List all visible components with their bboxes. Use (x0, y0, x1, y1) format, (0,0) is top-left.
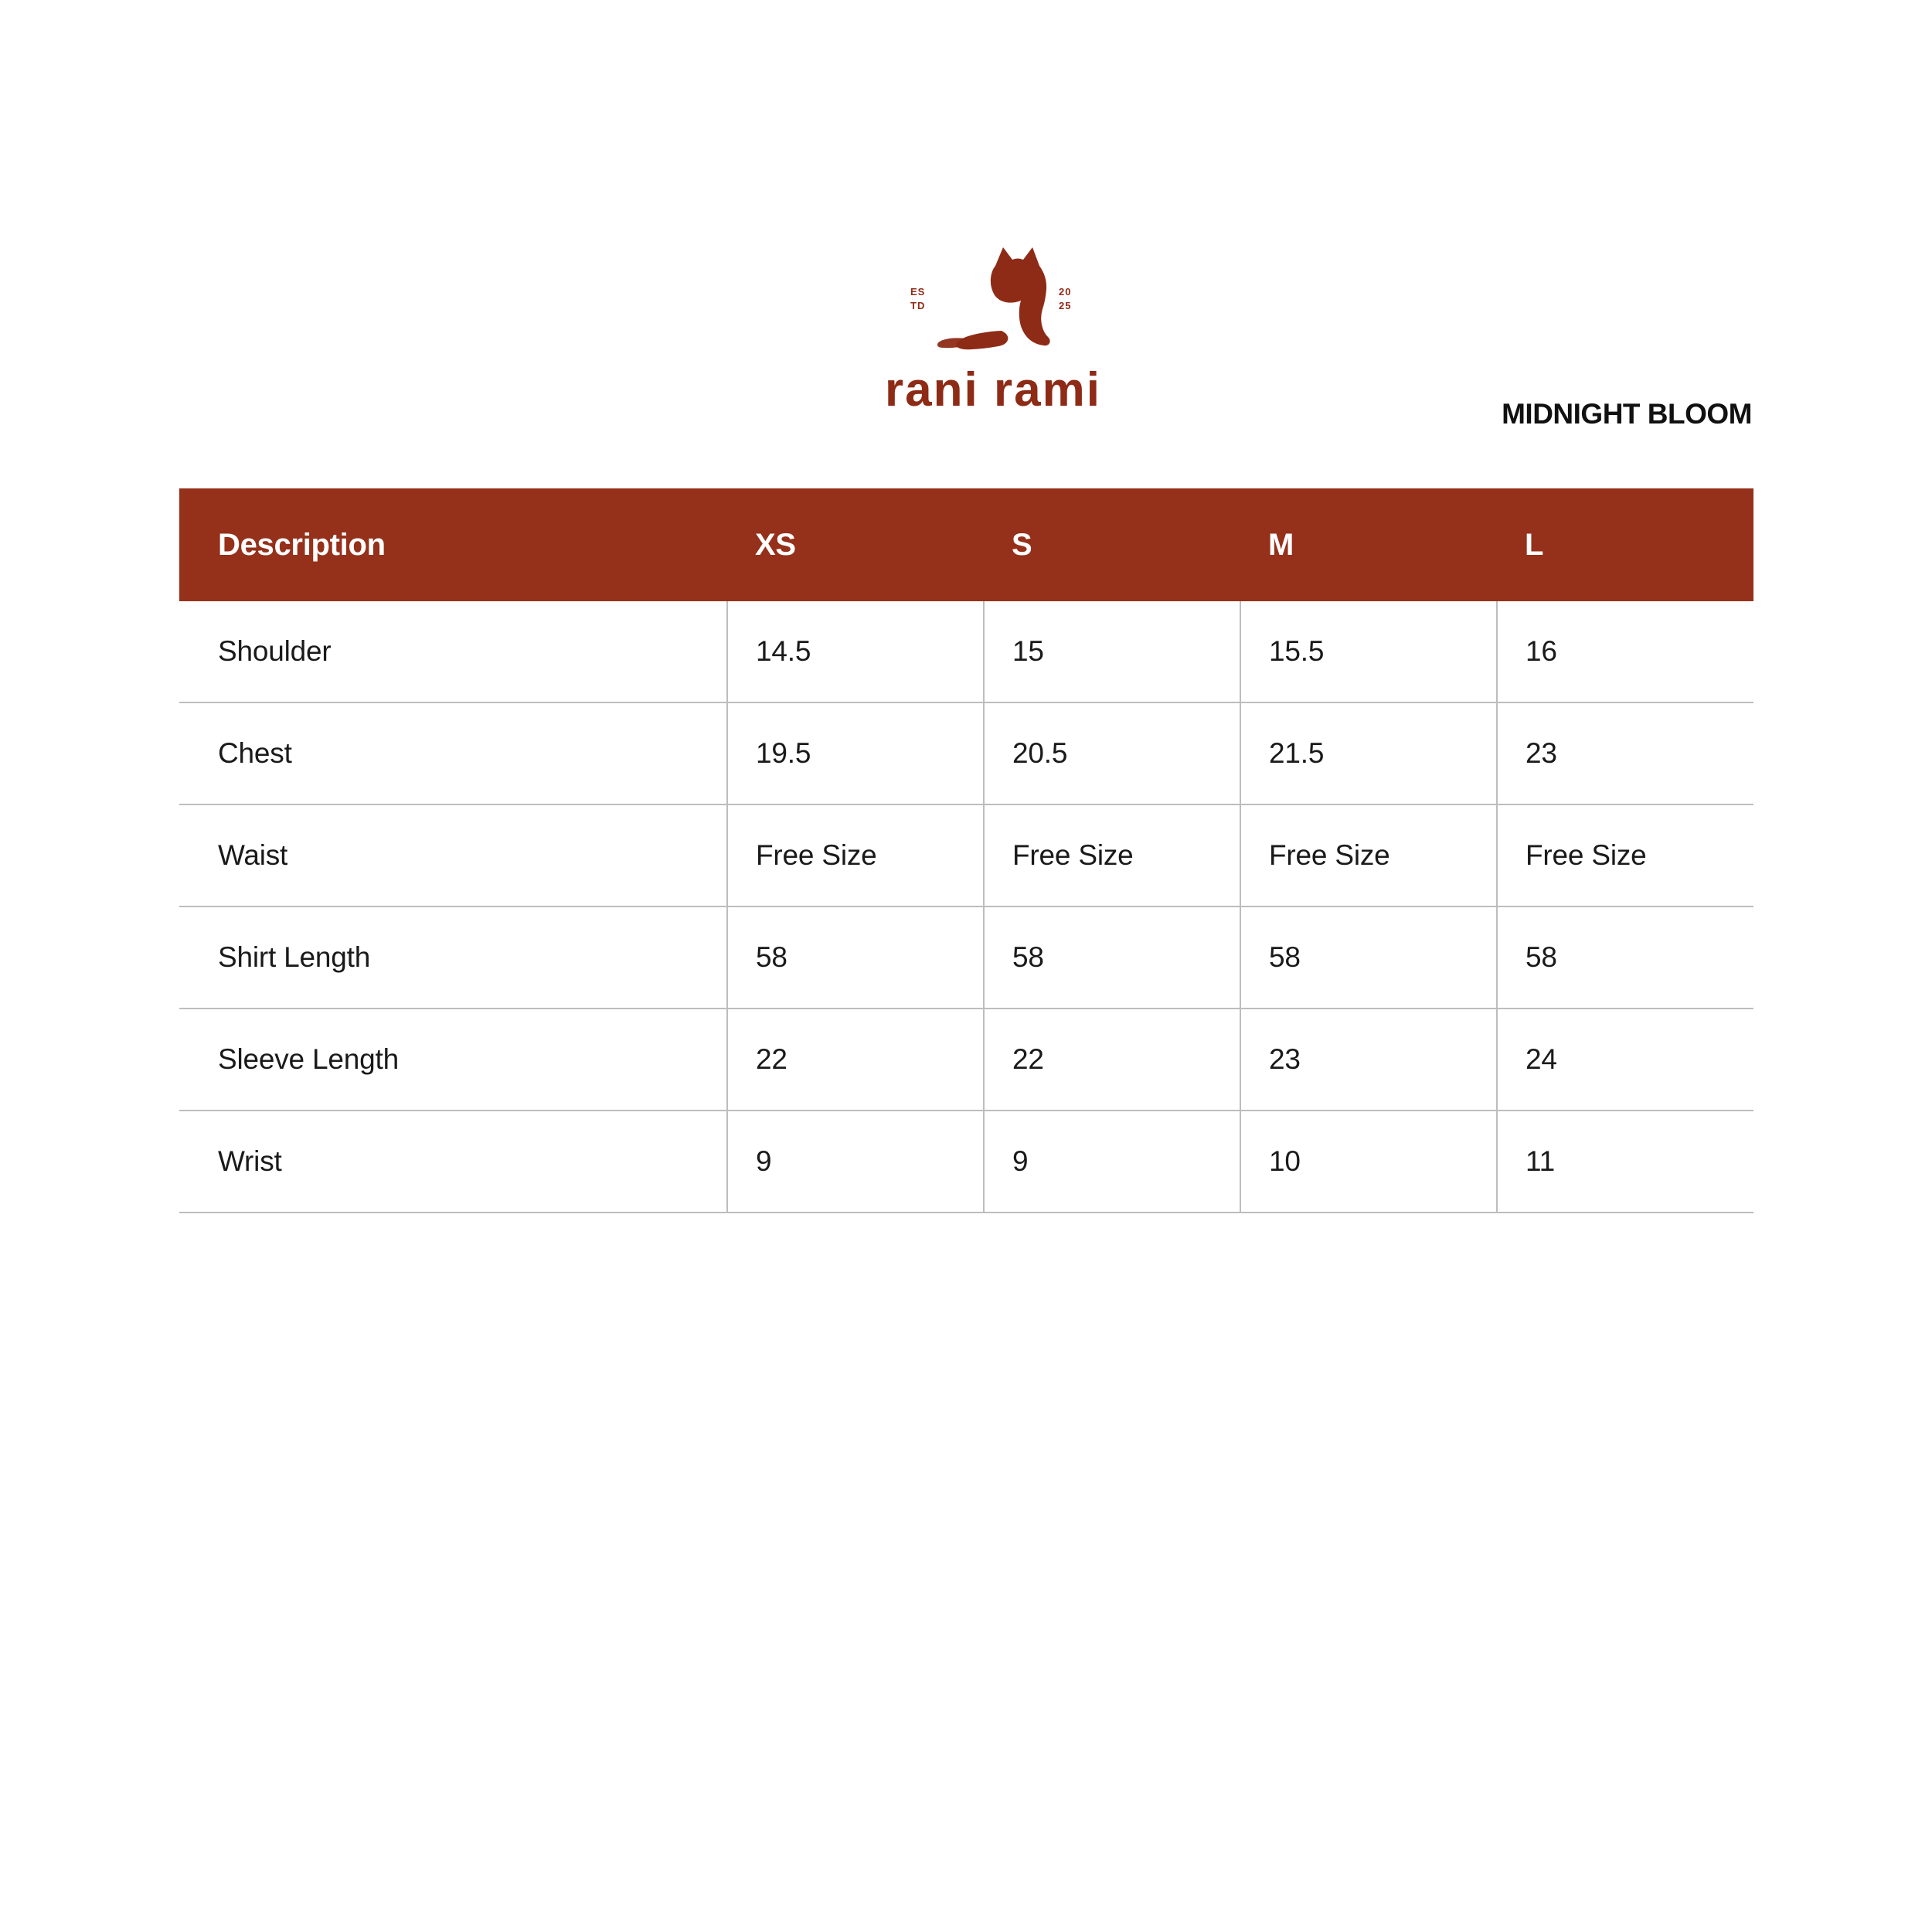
cell-xs: 14.5 (727, 601, 984, 702)
row-label: Chest (179, 702, 727, 804)
row-label: Wrist (179, 1111, 727, 1213)
table-body (179, 601, 1753, 1213)
row-label: Shoulder (179, 601, 727, 702)
table-header-row (179, 488, 1753, 601)
cell-xs: 19.5 (727, 702, 984, 804)
cell-l: 58 (1497, 906, 1753, 1009)
cell-l: 24 (1497, 1009, 1753, 1111)
column-header-s: S (984, 488, 1240, 601)
size-table (179, 488, 1753, 1213)
cell-s: Free Size (984, 804, 1240, 906)
row-label: Waist (179, 804, 727, 906)
row-label: Shirt Length (179, 906, 727, 1009)
column-header-m: M (1240, 488, 1497, 601)
cell-xs: 58 (727, 906, 984, 1009)
cell-m: 10 (1240, 1111, 1497, 1213)
cell-l: 23 (1497, 702, 1753, 804)
row-label: Sleeve Length (179, 1009, 727, 1111)
table-row (179, 702, 1753, 804)
size-chart (179, 488, 1753, 1213)
cell-s: 58 (984, 906, 1240, 1009)
cell-xs: Free Size (727, 804, 984, 906)
svg-text:25: 25 (1059, 300, 1072, 311)
table-row (179, 601, 1753, 702)
table-row (179, 906, 1753, 1009)
cell-l: Free Size (1497, 804, 1753, 906)
cell-s: 20.5 (984, 702, 1240, 804)
svg-text:20: 20 (1059, 286, 1072, 298)
collection-title: MIDNIGHT BLOOM (1502, 398, 1752, 430)
brand-logo (866, 240, 1121, 417)
cell-xs: 9 (727, 1111, 984, 1213)
cell-m: 21.5 (1240, 702, 1497, 804)
cell-m: 58 (1240, 906, 1497, 1009)
table-header (179, 488, 1753, 601)
cell-l: 16 (1497, 601, 1753, 702)
table-row (179, 1009, 1753, 1111)
cell-m: 15.5 (1240, 601, 1497, 702)
cell-s: 22 (984, 1009, 1240, 1111)
svg-text:ES: ES (910, 286, 926, 298)
brand-wordmark: rani rami (885, 363, 1101, 417)
cell-l: 11 (1497, 1111, 1753, 1213)
table-row (179, 804, 1753, 906)
cell-s: 15 (984, 601, 1240, 702)
cell-xs: 22 (727, 1009, 984, 1111)
table-row (179, 1111, 1753, 1213)
svg-text:TD: TD (910, 300, 926, 311)
column-header-description: Description (179, 488, 727, 601)
column-header-l: L (1497, 488, 1753, 601)
cat-silhouette-icon (866, 240, 1121, 363)
cell-s: 9 (984, 1111, 1240, 1213)
page-header (0, 0, 1932, 464)
cell-m: Free Size (1240, 804, 1497, 906)
column-header-xs: XS (727, 488, 984, 601)
cell-m: 23 (1240, 1009, 1497, 1111)
